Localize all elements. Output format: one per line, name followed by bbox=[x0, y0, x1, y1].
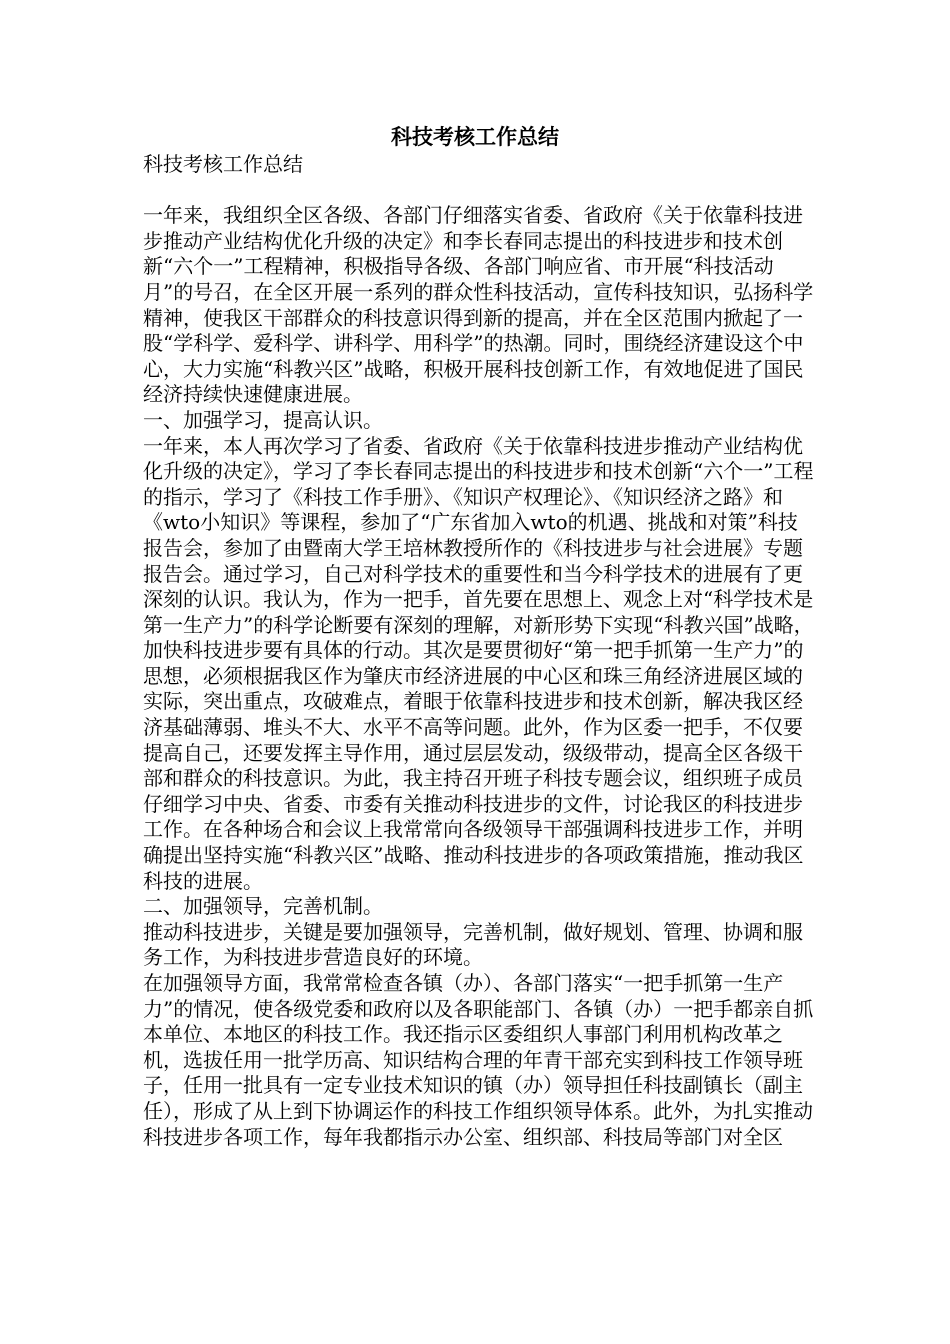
document-subtitle: 科技考核工作总结 bbox=[143, 152, 303, 176]
blank-line bbox=[143, 178, 815, 204]
section-heading-1: 一、加强学习，提高认识。 bbox=[143, 407, 383, 432]
paragraph-leadership: 推动科技进步，关键是要加强领导，完善机制，做好规划、管理、协调和服务工作，为科技进步营造良好的环境。 bbox=[143, 919, 803, 970]
paragraph-study: 一年来，本人再次学习了省委、省政府《关于依靠科技进步推动产业结构优化升级的决定》，学习了李长春同志提出的科技进步和技术创新“六个一”工程的指示，学习了《科技工作手册》、《知识产权理论》、《知识经济之路》和《wto小知识》等课程，参加了“广东省加入wto的机遇、挑战和对策”科技报告会，参加了由暨南大学王培林教授所作的《科技进步与社会进展》专题报告会。通过学习，自己对科学技术的重要性和当今科学技术的进展有了更深刻的认识。我认为，作为一把手，首先要在思想上、观念上对“科学技术是第一生产力”的科学论断要有深刻的理解，对新形势下实现“科教兴国”战略，加快科技进步要有具体的行动。其次是要贯彻好“第一把手抓第一生产力”的思想，必须根据我区作为肇庆市经济进展的中心区和珠三角经济进展区域的实际，突出重点，攻破难点，着眼于依靠科技进步和技术创新，解决我区经济基础薄弱、堆头不大、水平不高等问题。此外，作为区委一把手，不仅要提高自己，还要发挥主导作用，通过层层发动，级级带动，提高全区各级干部和群众的科技意识。为此，我主持召开班子科技专题会议，组织班子成员仔细学习中央、省委、市委有关推动科技进步的文件，讨论我区的科技进步工作。在各种场合和会议上我常常向各级领导干部强调科技进步工作，并明确提出坚持实施“科教兴区”战略、推动科技进步的各项政策措施，推动我区科技的进展。 bbox=[143, 433, 814, 893]
paragraph-intro: 一年来，我组织全区各级、各部门仔细落实省委、省政府《关于依靠科技进步推动产业结构优化升级的决定》和李长春同志提出的科技进步和技术创新“六个一”工程精神，积极指导各级、各部门响应省、市开展“科技活动月”的号召，在全区开展一系列的群众性科技活动，宣传科技知识，弘扬科学精神，使我区干部群众的科技意识得到新的提高，并在全区范围内掀起了一股“学科学、爱科学、讲科学、用科学”的热潮。同时，围绕经济建设这个中心，大力实施“科教兴区”战略，积极开展科技创新工作，有效地促进了国民经济持续快速健康进展。 bbox=[143, 203, 814, 407]
paragraph-leadership-detail: 在加强领导方面，我常常检查各镇（办）、各部门落实“一把手抓第一生产力”的情况，使各级党委和政府以及各职能部门、各镇（办）一把手都亲自抓本单位、本地区的科技工作。我还指示区委组织人事部门利用机构改革之机，选拔任用一批学历高、知识结构合理的年青干部充实到科技工作领导班子，任用一批具有一定专业技术知识的镇（办）领导担任科技副镇长（副主任），形成了从上到下协调运作的科技工作组织领导体系。此外，为扎实推动科技进步各项工作，每年我都指示办公室、组织部、科技局等部门对全区 bbox=[143, 971, 814, 1149]
document-body bbox=[143, 152, 815, 1150]
document-title: 科技考核工作总结 bbox=[391, 124, 559, 149]
section-heading-2: 二、加强领导，完善机制。 bbox=[143, 894, 383, 919]
